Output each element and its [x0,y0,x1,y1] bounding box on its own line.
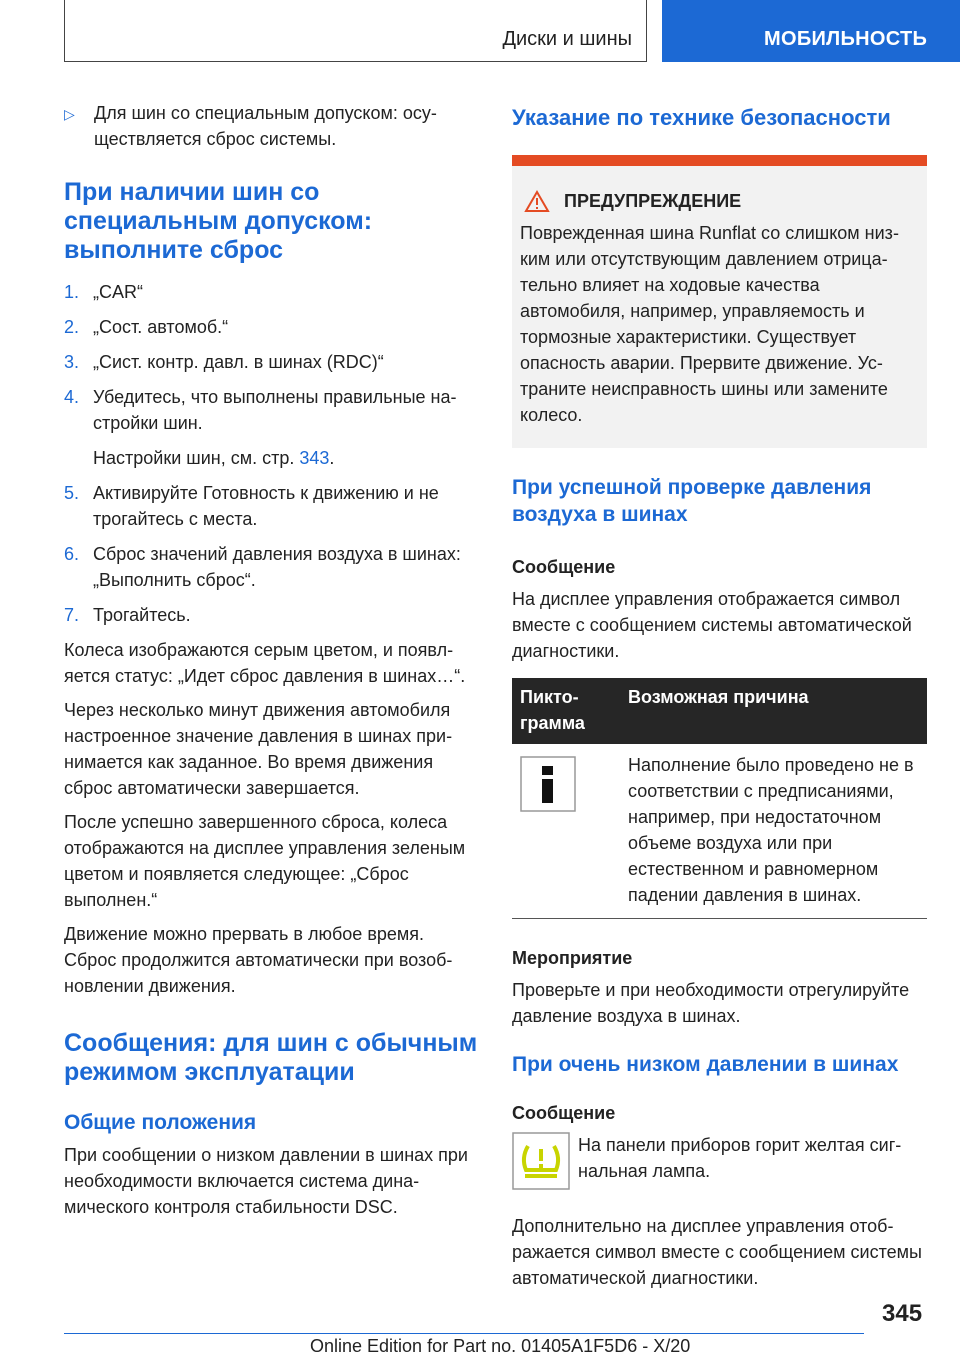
heading-safety: Указание по технике безопасности [512,105,891,130]
paragraph: На дисплее управления отображается символ вместе с сообщением системы автоматической диагностики. [512,589,912,661]
paragraph: После успешно завершенного сброса, колеса отображаются на дисплее управления зеленым цветом и появляется следующее: „Сброс выполнен.“ [64,812,466,910]
paragraph: Движение можно прервать в любое время. Сброс продолжится автоматически при возобновлении движения. [64,924,453,996]
heading-very-low-pressure: При очень низком давлении в шинах [512,1053,899,1076]
table-header-pictogram: Пиктограмма [512,678,620,744]
list-item: 5. Активируйте Готовность к движению и не трогайтесь с места. [64,483,439,529]
table-header-cause: Возможная причина [620,678,927,744]
cause-cell: Наполнение было проведено не в соответствии с предписаниями, например, при недостаточном объеме воздуха или при естественном и равномерном падении давления в шинах. [620,744,927,919]
header-chapter-tab [662,0,960,62]
warning-triangle-icon [524,190,550,213]
list-item: 6. Сброс значений давления воздуха в шинах: „Выполнить сброс“. [64,544,461,590]
right-column [512,104,927,1291]
heading-messages: Сообщения: для шин с обычным режимом эксплуатации [64,1029,478,1086]
message-label: Сообщение [512,1103,616,1123]
action-label: Мероприятие [512,948,633,968]
header-chapter-title: МОБИЛЬНОСТЬ [764,28,928,50]
list-item: 4. Убедитесь, что выполнены правильные настройки шин. Настройки шин, см. стр. 343. [64,384,479,471]
pictogram-table [512,678,927,919]
lamp-row [512,1132,927,1197]
heading-general: Общие положения [64,1111,257,1134]
paragraph: При сообщении о низком давлении в шинах при необходимости включается система динамического контроля стабильности DSC. [64,1145,468,1217]
page-number: 345 [882,1300,923,1327]
warning-text: Поврежденная шина Runflat со слишком низким или отсутствующим давлением отрицательно влияет на ходовые качества автомобиля, например, управляемость и тормозные характеристики. Существует опасность аварии. Прервите движение. Устраните неисправность шины или замените колесо. [520,223,899,425]
warning-title: ПРЕДУПРЕЖДЕНИЕ [520,188,919,214]
list-item: 7. Трогайтесь. [64,605,191,625]
pictogram-cell [512,744,620,919]
list-item: 3. „Сист. контр. давл. в шинах (RDC)“ [64,352,384,372]
info-icon [520,756,576,812]
footer-divider [64,1333,864,1334]
paragraph: Дополнительно на дисплее управления отображается символ вместе с сообщением системы автоматической диагностики. [512,1216,922,1288]
table-row [512,744,927,919]
bullet-item [64,100,479,152]
list-item: 2. „Сост. автомоб.“ [64,317,229,337]
list-item: 1. „CAR“ [64,282,143,302]
header-section-title: Диски и шины [502,28,632,50]
reset-steps-list [64,279,479,628]
page-reference-link[interactable]: 343 [299,448,330,468]
paragraph: Через несколько минут движения автомобиля настроенное значение давления в шинах принимается как заданное. Во время движения сброс автоматически завершается. [64,700,453,798]
heading-reset: При наличии шин со специальным допуском: выполните сброс [64,178,373,264]
triangle-bullet-icon: ▷ [64,106,75,122]
footer-edition: Online Edition for Part no. 01405A1F5D6 - X/20 [310,1336,691,1356]
tire-pressure-warning-icon [512,1132,570,1190]
left-column [64,100,479,1220]
warning-bar [512,155,927,166]
step-note: Настройки шин, см. стр. 343. [93,448,335,468]
lamp-text: На панели приборов горит желтая сигнальная лампа. [578,1135,902,1181]
message-label: Сообщение [512,557,616,577]
heading-successful-check: При успешной проверке давления воздуха в шинах [512,476,872,526]
bullet-text: Для шин со специальным допуском: осуществляется сброс системы. [94,103,437,149]
header-section-box [64,0,647,62]
table-header-row [512,678,927,744]
warning-block [512,155,927,448]
warning-box [512,166,927,448]
paragraph: Колеса изображаются серым цветом, и появляется статус: „Идет сброс давления в шинах…“. [64,640,466,686]
paragraph: Проверьте и при необходимости отрегулируйте давление воздуха в шинах. [512,980,910,1026]
